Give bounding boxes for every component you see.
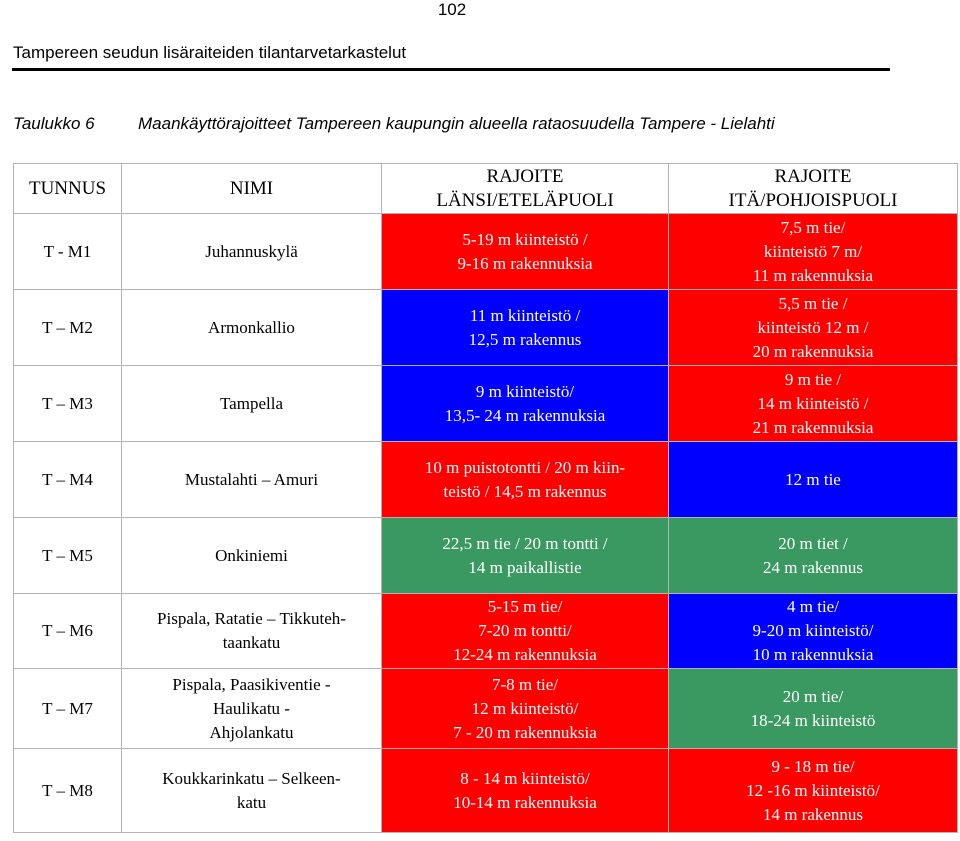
header-west: RAJOITE LÄNSI/ETELÄPUOLI [382, 164, 669, 214]
caption-text: Maankäyttörajoitteet Tampereen kaupungin alueella rataosuudella Tampere - Lielahti [138, 114, 775, 133]
cell-east-restriction: 20 m tie/ 18-24 m kiinteistö [669, 669, 958, 749]
cell-west-restriction: 7-8 m tie/ 12 m kiinteistö/ 7 - 20 m rakennuksia [382, 669, 669, 749]
table-row [14, 290, 958, 366]
table-header-row [14, 164, 958, 214]
cell-west-restriction: 9 m kiinteistö/ 13,5- 24 m rakennuksia [382, 366, 669, 442]
header-east: RAJOITE ITÄ/POHJOISPUOLI [669, 164, 958, 214]
cell-tunnus: T - M1 [14, 214, 122, 290]
cell-nimi: Pispala, Paasikiventie - Haulikatu - Ahjolankatu [122, 669, 382, 749]
table-row [14, 669, 958, 749]
cell-nimi: Tampella [122, 366, 382, 442]
document-header: Tampereen seudun lisäraiteiden tilantarvetarkastelut [13, 43, 407, 62]
header-nimi: NIMI [122, 164, 382, 214]
cell-nimi: Juhannuskylä [122, 214, 382, 290]
cell-west-restriction: 11 m kiinteistö / 12,5 m rakennus [382, 290, 669, 366]
cell-tunnus: T – M2 [14, 290, 122, 366]
cell-tunnus: T – M4 [14, 442, 122, 518]
cell-east-restriction: 12 m tie [669, 442, 958, 518]
restrictions-table [13, 163, 958, 833]
cell-tunnus: T – M5 [14, 518, 122, 594]
cell-nimi: Onkiniemi [122, 518, 382, 594]
cell-east-restriction: 5,5 m tie / kiinteistö 12 m / 20 m rakennuksia [669, 290, 958, 366]
cell-east-restriction: 20 m tiet / 24 m rakennus [669, 518, 958, 594]
caption-label: Taulukko 6 [13, 114, 95, 133]
header-tunnus: TUNNUS [14, 164, 122, 214]
cell-east-restriction: 4 m tie/ 9-20 m kiinteistö/ 10 m rakennuksia [669, 594, 958, 669]
cell-east-restriction: 9 - 18 m tie/ 12 -16 m kiinteistö/ 14 m rakennus [669, 749, 958, 833]
cell-west-restriction: 22,5 m tie / 20 m tontti / 14 m paikallistie [382, 518, 669, 594]
table-row [14, 518, 958, 594]
cell-east-restriction: 9 m tie / 14 m kiinteistö / 21 m rakennuksia [669, 366, 958, 442]
cell-tunnus: T – M7 [14, 669, 122, 749]
cell-nimi: Pispala, Ratatie – Tikkuteh- taankatu [122, 594, 382, 669]
cell-tunnus: T – M8 [14, 749, 122, 833]
cell-tunnus: T – M3 [14, 366, 122, 442]
cell-west-restriction: 8 - 14 m kiinteistö/ 10-14 m rakennuksia [382, 749, 669, 833]
cell-west-restriction: 5-15 m tie/ 7-20 m tontti/ 12-24 m rakennuksia [382, 594, 669, 669]
header-rule [12, 68, 890, 71]
page-number: 102 [437, 0, 467, 19]
cell-nimi: Mustalahti – Amuri [122, 442, 382, 518]
table-row [14, 749, 958, 833]
cell-east-restriction: 7,5 m tie/ kiinteistö 7 m/ 11 m rakennuksia [669, 214, 958, 290]
cell-nimi: Koukkarinkatu – Selkeen- katu [122, 749, 382, 833]
table-row [14, 366, 958, 442]
table-row [14, 214, 958, 290]
table-row [14, 594, 958, 669]
cell-tunnus: T – M6 [14, 594, 122, 669]
table-row [14, 442, 958, 518]
cell-nimi: Armonkallio [122, 290, 382, 366]
cell-west-restriction: 5-19 m kiinteistö / 9-16 m rakennuksia [382, 214, 669, 290]
cell-west-restriction: 10 m puistotontti / 20 m kiin- teistö / 14,5 m rakennus [382, 442, 669, 518]
